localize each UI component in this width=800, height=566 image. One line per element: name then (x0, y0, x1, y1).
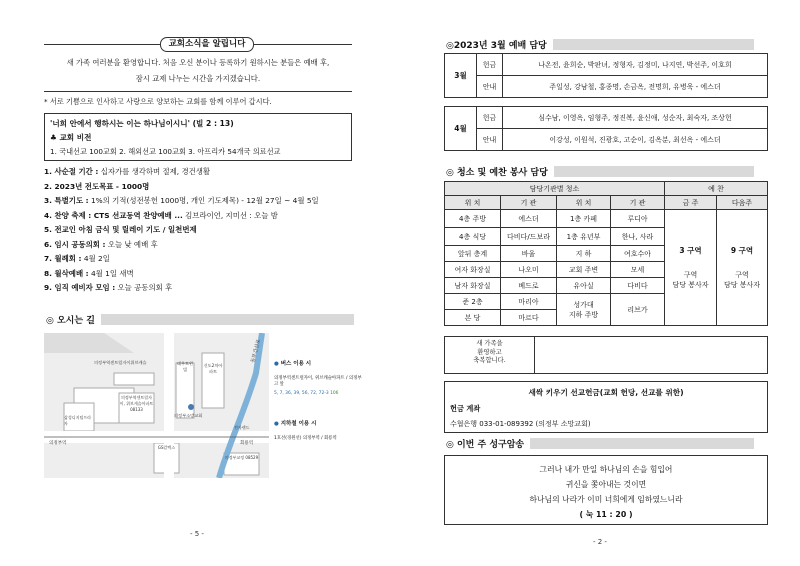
table-cell: 나오미 (501, 262, 557, 278)
map-label: 의정부교정 08529 (224, 455, 259, 460)
table-cell: 다비다 (611, 278, 665, 294)
list-item: 4. 찬양 축제 : CTS 선교동역 찬양예배 ... 김브라이언, 지미선 : 오늘 밤 (44, 210, 278, 220)
table-cell: 남자 화장실 (445, 278, 501, 294)
subway-title: ● 지하철 이용 시 (274, 421, 317, 427)
list-item: 2. 2023년 전도목표 - 1000명 (44, 181, 150, 191)
table-cell: 마르다 (501, 310, 557, 326)
subway-text: 1호선(경원선) 의정부역 / 회룡역 (274, 436, 337, 441)
table-cell: 모세 (611, 262, 665, 278)
table-cell: 4층 식당 (445, 228, 501, 246)
list-item: 8. 월삭예배 : 4월 1일 새벽 (44, 268, 134, 278)
table-cell: 여자 화장실 (445, 262, 501, 278)
table-cell: 베드로 (501, 278, 557, 294)
verse-quote: '너희 안에서 행하시는 이는 하나님이시니' (빌 2 : 13) (50, 119, 234, 128)
map-label: 태우트윈빌 (176, 361, 194, 372)
map-label: 삼성디지털프라자 (64, 415, 92, 426)
table-cell: 본 당 (445, 310, 501, 326)
map-label: 전자랜드 (234, 425, 250, 430)
map-label: 회룡역 (240, 441, 254, 446)
right-page (400, 0, 800, 566)
table-cell: 앞뒤 층계 (445, 246, 501, 262)
list-item: 3. 특별기도 : 1%의 기적(성전봉헌 1000명, 개인 기도제목) - 12월 27일 ~ 4월 5일 (44, 196, 319, 205)
memory-line: 귀신을 쫓아내는 것이면 (565, 480, 647, 489)
list-item: 5. 전교인 아침 금식 및 릴레이 기도 / 일천번제 (44, 225, 197, 234)
table-cell: 교회 주변 (557, 262, 611, 278)
table-cell: 준 2층 (445, 294, 501, 310)
bus-icon: ● (274, 361, 281, 367)
subway-icon: ● (274, 421, 281, 427)
map-label: 의정부역센트럴자이위브캐슬 (94, 360, 147, 365)
mission-box (444, 381, 768, 433)
list-item: 6. 임시 공동의회 : 오늘 낮 예배 후 (44, 239, 158, 249)
table-cell: 리브가 (611, 294, 665, 326)
table-cell: 4층 주방 (445, 210, 501, 228)
cleaning-table (444, 181, 768, 326)
memory-verse-box (444, 455, 768, 525)
newcomer-label: 새 가족을 환영하고 축복합니다. (445, 337, 535, 373)
memory-header: ◎ 이번 주 성구암송 (444, 436, 754, 450)
table-cell: 1층 카페 (557, 210, 611, 228)
column-header: 금 주 (665, 196, 717, 210)
mission-title: 새싹 키우기 선교헌금(교회 헌당, 선교를 위한) (528, 388, 684, 397)
table-cell: 에스더 (501, 210, 557, 228)
table-cell: 한나, 사라 (611, 228, 665, 246)
names-cell: 심수남, 이영옥, 임형주, 정진복, 윤신애, 성순자, 최숙자, 조상헌 (503, 107, 768, 129)
column-header: 위 치 (557, 196, 611, 210)
welcome-line-2: 잠시 교제 나누는 시간을 가지겠습니다. (135, 74, 261, 83)
directions-header: ◎ 오시는 길 (44, 312, 354, 326)
map-label: 의정부소망교회 (174, 413, 203, 418)
list-item: 7. 월례회 : 4월 2일 (44, 254, 110, 263)
map-label: 의정부역 (49, 441, 67, 446)
names-cell: 나온전, 윤희순, 박판녀, 정형자, 김정미, 나지연, 박선주, 이호희 (503, 54, 768, 76)
column-header: 다음주 (717, 196, 768, 210)
list-item: 9. 임직 예비자 모임 : 오늘 공동의회 후 (44, 283, 173, 292)
role-cell: 헌금 (477, 107, 503, 129)
svg-text:동부간선로: 동부간선로 (250, 338, 263, 364)
page-number-right: - 2 - (593, 538, 607, 546)
month-cell: 3월 (445, 54, 477, 98)
table-cell: 1층 유년부 (557, 228, 611, 246)
vision-title: ♣ 교회 비전 (50, 133, 92, 142)
role-cell: 헌금 (477, 54, 503, 76)
table-cell: 지 하 (557, 246, 611, 262)
map-label: 의정부역센트럴자이, 위브캐슬아파트 08133 (119, 395, 154, 412)
cleaning-header: ◎ 청소 및 예찬 봉사 담당 (444, 164, 754, 178)
map-label: GS칼텍스 (157, 445, 176, 450)
memory-line: 그러나 내가 만일 하나님의 손을 힘입어 (539, 465, 673, 474)
greeting-text: * 서로 기쁨으로 인사하고 사랑으로 양보하는 교회를 함께 이루어 갑시다. (44, 97, 272, 106)
table-cell: 루디아 (611, 210, 665, 228)
table-cell: 성가대 지하 주방 (557, 294, 611, 326)
map-area (44, 333, 362, 478)
yechan-header: 예 찬 (665, 182, 768, 196)
memory-line: 하나님의 나라가 이미 너희에게 임하였느니라 (529, 495, 683, 504)
column-header: 위 치 (445, 196, 501, 210)
welcome-line-1: 새 가족 여러분을 환영합니다. 처음 오신 분이나 등록하기 원하시는 분들은 예배 후, (66, 58, 330, 67)
table-cell: 다비다/드보라 (501, 228, 557, 246)
account-text: 수협은행 033-01-089392 (의정부 소망교회) (450, 420, 591, 428)
bus-title: ● 버스 이용 시 (274, 361, 312, 367)
list-item: 1. 사순절 기간 : 십자가를 생각하며 절제, 경건생활 (44, 167, 211, 176)
account-label: 헌금 계좌 (450, 404, 481, 413)
map-label: 신도2차아파트 (203, 363, 223, 374)
table-cell: 유아실 (557, 278, 611, 294)
month-cell: 4월 (445, 107, 477, 151)
map-graphic (44, 333, 362, 478)
column-header: 기 관 (611, 196, 665, 210)
this-week-cell: 3 구역 구역 담당 봉사자 (665, 210, 717, 326)
table-cell: 여호수아 (611, 246, 665, 262)
page-number-left: - 5 - (190, 530, 204, 538)
names-cell: 주일성, 강남철, 홍종명, 손금옥, 전명희, 유병욱 - 에스더 (503, 76, 768, 98)
names-cell: 이강성, 이원석, 진광호, 고순이, 김옥분, 최선옥 - 에스더 (503, 129, 768, 151)
role-cell: 안내 (477, 76, 503, 98)
cleaning-group-header: 담당기관별 청소 (445, 182, 665, 196)
notice-title: 교회소식을 알립니다 (160, 37, 254, 52)
newcomer-box (444, 336, 768, 374)
column-header: 기 관 (501, 196, 557, 210)
worship-header: ◎2023년 3월 예배 담당 (444, 37, 754, 51)
announcement-list (44, 166, 374, 297)
memory-reference: ( 눅 11 : 20 ) (579, 510, 633, 519)
bus-routes: 5, 7, 36, 39, 56, 72, 72-3 106 (274, 391, 339, 396)
vision-box (44, 113, 352, 161)
role-cell: 안내 (477, 129, 503, 151)
worship-table (444, 53, 768, 151)
table-cell: 바울 (501, 246, 557, 262)
next-week-cell: 9 구역 구역 담당 봉사자 (717, 210, 768, 326)
vision-text: 1. 국내선교 100교회 2. 해외선교 100교회 3. 아프리카 54개국 의료선교 (50, 147, 281, 156)
table-cell: 마리아 (501, 294, 557, 310)
bus-stop: 의정부역센트럴자이, 위브캐슬아파트 / 의정부고 앞 (274, 376, 362, 387)
